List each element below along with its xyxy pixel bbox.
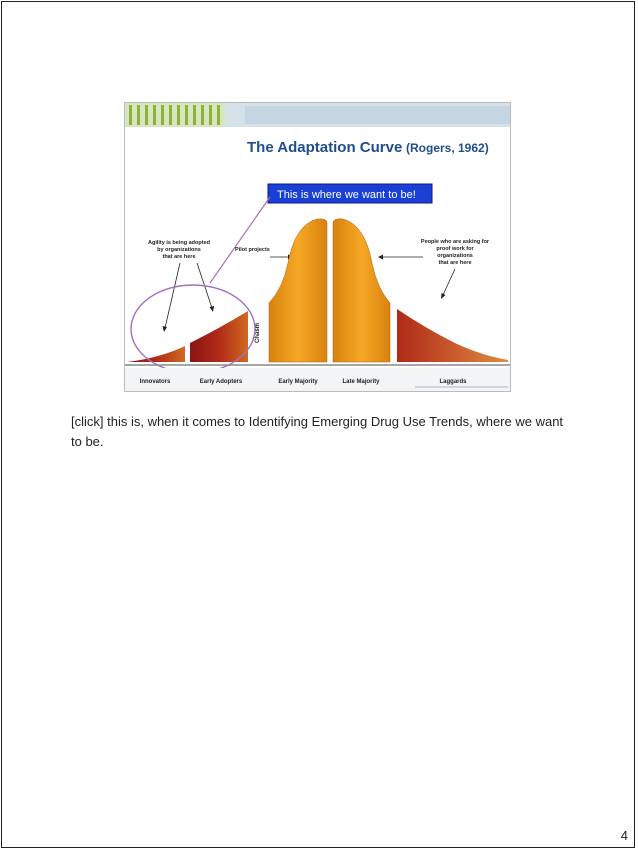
segment-early-adopters — [190, 311, 248, 362]
segment-early-majority — [269, 219, 327, 362]
header-stripes — [125, 103, 510, 127]
label-innovators: Innovators — [139, 379, 171, 385]
notes-line-2: to be. — [71, 434, 104, 449]
right-annotation-line4: that are here — [438, 260, 472, 266]
pilot-projects-label: Pilot projects — [235, 247, 270, 253]
label-early-adopters: Early Adopters — [199, 379, 243, 385]
page-number: 4 — [620, 828, 628, 843]
slide-title: The Adaptation Curve — [247, 139, 403, 156]
segment-late-majority — [333, 219, 390, 362]
segment-innovators — [127, 346, 185, 362]
label-laggards: Laggards — [439, 379, 467, 385]
left-annotation-line1: Agility is being adopted — [147, 240, 211, 246]
label-early-majority: Early Majority — [278, 379, 318, 385]
right-annotation-line1: People who are asking for — [420, 239, 490, 245]
callout-text: This is where we want to be! — [277, 189, 416, 201]
slide-title-citation: (Rogers, 1962) — [406, 141, 489, 155]
callout-pointer — [210, 197, 270, 283]
right-annotation-line2: proof work for — [436, 246, 474, 252]
segment-laggards — [397, 309, 508, 362]
left-annotation-line2: by organizations — [157, 247, 201, 253]
right-annotation-line3: organizations — [437, 253, 473, 259]
adaptation-curve-diagram — [125, 103, 510, 391]
speaker-notes — [71, 412, 571, 452]
label-late-majority: Late Majority — [342, 379, 380, 385]
chasm-label: Chasm — [255, 322, 261, 343]
slide-thumbnail — [125, 103, 510, 391]
notes-line-1: [click] this is, when it comes to Identifying Emerging Drug Use Trends, where we want — [71, 414, 564, 429]
left-annotation-line3: that are here — [162, 254, 196, 260]
